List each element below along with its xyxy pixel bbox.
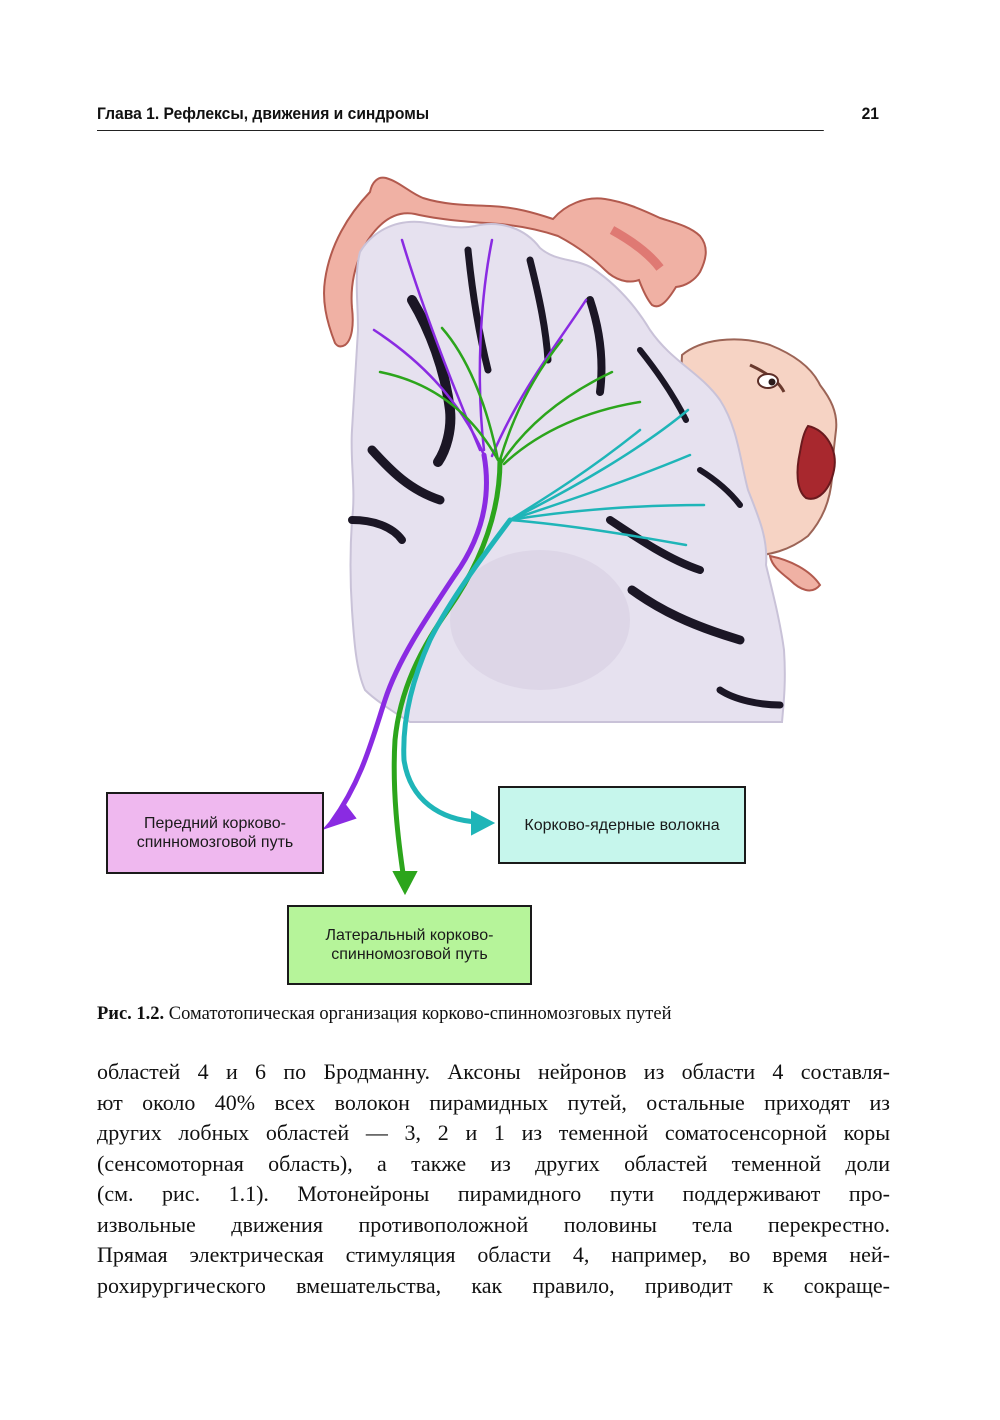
body-line: ют около 40% всех волокон пирамидных путей, остальные приходят из — [97, 1089, 890, 1115]
body-line: областей 4 и 6 по Бродманну. Аксоны нейронов из области 4 составля- — [97, 1059, 890, 1084]
body-line: Прямая электрическая стимуляция области 4, например, во время ней- — [97, 1242, 890, 1267]
label-corticonuclear-fibers: Корково-ядерные волокна — [498, 786, 746, 864]
body-paragraph — [97, 1057, 890, 1301]
label-anterior-corticospinal-tract: Передний корково-спинномозговой путь — [106, 792, 324, 874]
chapter-title: Глава 1. Рефлексы, движения и синдромы — [97, 104, 430, 123]
figure-caption — [97, 1002, 897, 1026]
body-line: других лобных областей — 3, 2 и 1 из теменной соматосенсорной коры — [97, 1120, 890, 1145]
page-number: 21 — [861, 104, 879, 123]
caption-number: Рис. 1.2. — [97, 1004, 165, 1024]
caption-text: Соматотопическая организация корково-спинномозговых путей — [168, 1004, 672, 1024]
body-line: (сенсомоторная область), а также из других областей теменной доли — [97, 1150, 890, 1176]
body-line: рохирургического вмешательства, как правило, приводит к сокраще- — [97, 1272, 890, 1298]
brain-section — [351, 222, 785, 722]
body-line: извольные движения противоположной половины тела перекрестно. — [97, 1211, 890, 1237]
label-lateral-corticospinal-tract: Латеральный корково-спинномозговой путь — [287, 905, 532, 985]
body-line: (см. рис. 1.1). Мотонейроны пирамидного пути поддерживают про- — [97, 1181, 890, 1206]
